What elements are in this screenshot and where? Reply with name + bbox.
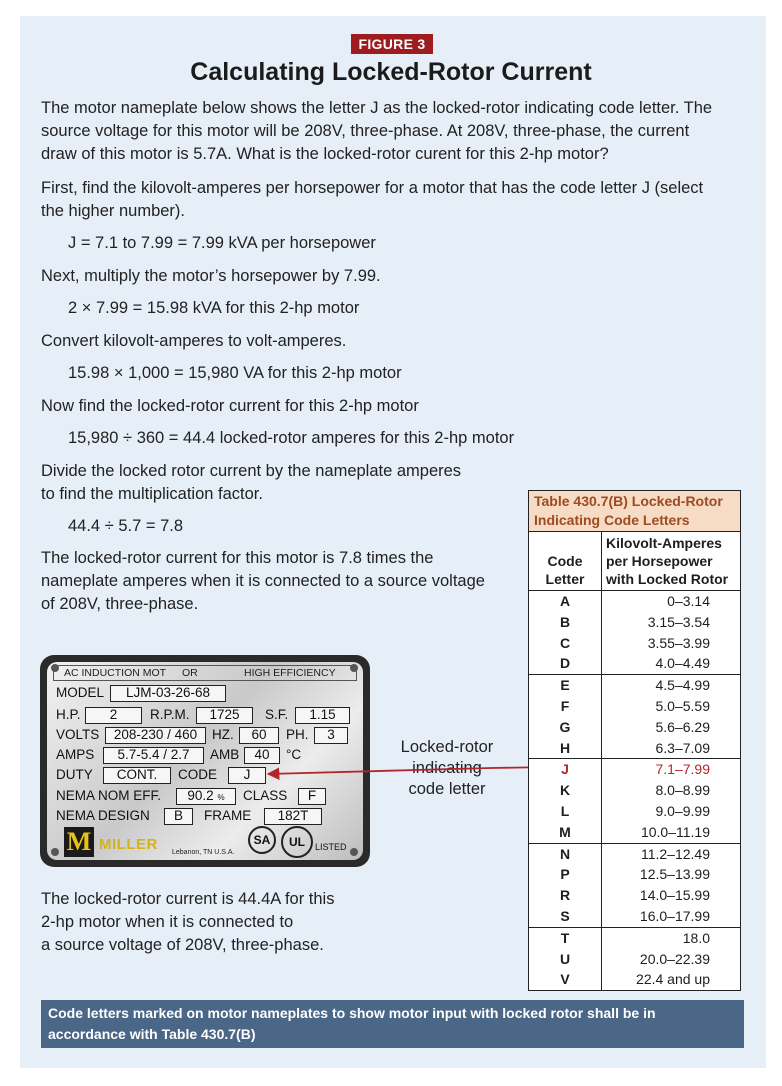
hz-label: HZ. (212, 727, 234, 742)
table-row (529, 738, 740, 759)
table-row (529, 633, 740, 654)
header-line: Kilovolt-Amperes (606, 535, 722, 551)
code-letter-cell: P (529, 864, 602, 885)
conclusion-line: 2-hp motor when it is connected to (41, 913, 294, 931)
amps-value: 5.7-5.4 / 2.7 (103, 747, 204, 764)
calc5: 44.4 ÷ 5.7 = 7.8 (68, 517, 184, 535)
design-value: B (164, 808, 193, 825)
model-label: MODEL (56, 685, 105, 700)
table-row (529, 864, 740, 885)
miller-logo-icon: M (64, 827, 94, 857)
table-row (529, 675, 740, 696)
code-letter-cell: M (529, 822, 602, 843)
result-line: nameplate amperes when it is connected to a source voltage (41, 572, 485, 590)
table-group (529, 928, 740, 990)
table-row (529, 822, 740, 843)
code-letter-cell: L (529, 801, 602, 822)
frame-label: FRAME (204, 808, 252, 823)
table-row (529, 653, 740, 674)
header-line: with Locked Rotor (606, 571, 729, 587)
code-letter-cell: T (529, 928, 602, 949)
table-row (529, 949, 740, 970)
code-letter-cell: E (529, 675, 602, 696)
calc3: 15.98 × 1,000 = 15,980 VA for this 2-hp motor (68, 364, 402, 382)
code-letter-cell: N (529, 844, 602, 865)
step5-line: Divide the locked rotor current by the nameplate amperes (41, 462, 462, 480)
footer-line: accordance with Table 430.7(B) (48, 1026, 256, 1042)
intro-line: draw of this motor is 5.7A. What is the locked-rotor curent for this 2-hp motor? (41, 145, 609, 163)
code-letter-cell: K (529, 780, 602, 801)
code-letter-cell: B (529, 612, 602, 633)
code-letter-table (528, 490, 741, 991)
kva-cell: 3.15–3.54 (647, 613, 710, 630)
amb-label: AMB (210, 747, 240, 762)
code-value: J (228, 767, 266, 784)
step1-line: the higher number). (41, 202, 185, 220)
kva-cell: 3.55–3.99 (647, 634, 710, 651)
table-row (529, 928, 740, 949)
frame-value: 182T (264, 808, 322, 825)
code-letter-cell: C (529, 633, 602, 654)
header-kva (602, 532, 740, 590)
table-row (529, 759, 740, 780)
footer-note (41, 1000, 744, 1048)
class-label: CLASS (243, 788, 288, 803)
model-value: LJM-03-26-68 (110, 685, 226, 702)
header-line: per Horsepower (606, 553, 713, 569)
kva-cell: 7.1–7.99 (655, 761, 710, 778)
nameplate-efficiency: HIGH EFFICIENCY (244, 667, 336, 679)
intro-line: The motor nameplate below shows the letter J as the locked-rotor indicating code letter. The (41, 99, 713, 117)
calc1: J = 7.1 to 7.99 = 7.99 kVA per horsepower (68, 234, 376, 252)
nameplate-type-suffix: OR (182, 667, 198, 679)
kva-cell: 6.3–7.09 (655, 739, 710, 756)
code-letter-cell: G (529, 717, 602, 738)
table-row (529, 717, 740, 738)
table-header-row (529, 532, 740, 591)
step2: Next, multiply the motor’s horsepower by 7.99. (41, 267, 381, 285)
table-body (529, 591, 740, 990)
design-label: NEMA DESIGN (56, 808, 150, 823)
header-line: Code (547, 553, 583, 569)
step4: Now find the locked-rotor current for this 2-hp motor (41, 397, 419, 415)
amb-value: 40 (244, 747, 280, 764)
step1-line: First, find the kilovolt-amperes per horsepower for a motor that has the code letter J (select (41, 179, 704, 197)
callout-line: indicating (412, 759, 482, 777)
hp-value: 2 (85, 707, 142, 724)
step3: Convert kilovolt-amperes to volt-amperes. (41, 332, 347, 350)
code-label: CODE (178, 767, 218, 782)
figure-title: Calculating Locked-Rotor Current (190, 58, 592, 86)
table-row (529, 801, 740, 822)
duty-label: DUTY (56, 767, 93, 782)
kva-cell: 20.0–22.39 (639, 950, 710, 967)
step5-line: to find the multiplication factor. (41, 485, 263, 503)
brand-name: MILLER (99, 836, 158, 853)
duty-value: CONT. (103, 767, 171, 784)
calc4: 15,980 ÷ 360 = 44.4 locked-rotor amperes for this 2-hp motor (68, 429, 515, 447)
table-row (529, 885, 740, 906)
code-letter-cell: V (529, 969, 602, 990)
csa-cert-icon: SA (248, 826, 276, 854)
table-row (529, 780, 740, 801)
code-letter-cell: F (529, 696, 602, 717)
footer-line: Code letters marked on motor nameplates to show motor input with locked rotor shall be in (48, 1005, 656, 1021)
ph-label: PH. (286, 727, 309, 742)
ph-value: 3 (314, 727, 348, 744)
kva-cell: 22.4 and up (636, 971, 710, 988)
efficiency-label: NEMA NOM EFF. (56, 788, 162, 803)
efficiency-number: 90.2 (187, 788, 214, 803)
nameplate-type: AC INDUCTION MOT (64, 667, 167, 679)
table-title-line: Table 430.7(B) Locked-Rotor (534, 493, 723, 509)
volts-label: VOLTS (56, 727, 100, 742)
rpm-label: R.P.M. (150, 707, 190, 722)
header-line: Letter (545, 571, 585, 587)
code-letter-cell: D (529, 653, 602, 674)
sf-label: S.F. (265, 707, 289, 722)
table-group (529, 675, 740, 759)
code-letter-cell: U (529, 949, 602, 970)
kva-cell: 18.0 (682, 929, 710, 946)
arrow-to-nameplate-icon (268, 768, 491, 774)
table-row (529, 612, 740, 633)
ul-cert-icon: UL (281, 826, 313, 858)
table-title (529, 491, 740, 532)
calc2: 2 × 7.99 = 15.98 kVA for this 2-hp motor (68, 299, 360, 317)
table-title-line: Indicating Code Letters (534, 512, 690, 528)
ul-listed-text: LISTED (315, 842, 347, 852)
manufacturer-location: Lebanon, TN U.S.A. (172, 849, 235, 856)
kva-cell: 4.0–4.49 (655, 655, 710, 672)
callout-line: code letter (408, 780, 486, 798)
intro-line: source voltage for this motor will be 208V, three-phase. At 208V, three-phase, the current (41, 122, 690, 140)
table-row (529, 696, 740, 717)
kva-cell: 16.0–17.99 (639, 907, 710, 924)
code-letter-cell: H (529, 738, 602, 759)
kva-cell: 5.0–5.59 (655, 697, 710, 714)
table-group (529, 844, 740, 928)
table-group (529, 759, 740, 843)
code-letter-cell: S (529, 906, 602, 927)
kva-cell: 4.5–4.99 (655, 677, 710, 694)
efficiency-unit: % (217, 793, 225, 802)
kva-cell: 14.0–15.99 (639, 887, 710, 904)
result-line: of 208V, three-phase. (41, 595, 199, 613)
table-row (529, 844, 740, 865)
code-letter-cell: R (529, 885, 602, 906)
hp-label: H.P. (56, 707, 81, 722)
kva-cell: 5.6–6.29 (655, 718, 710, 735)
header-code-letter (529, 532, 602, 590)
table-row (529, 906, 740, 927)
amb-unit: °C (286, 747, 302, 762)
class-value: F (298, 788, 326, 805)
table-row (529, 969, 740, 990)
kva-cell: 11.2–12.49 (640, 845, 710, 862)
result-line: The locked-rotor current for this motor is 7.8 times the (41, 549, 434, 567)
amps-label: AMPS (56, 747, 95, 762)
kva-cell: 0–3.14 (667, 593, 710, 609)
rpm-value: 1725 (196, 707, 253, 724)
table-row (529, 591, 740, 612)
code-letter-cell: A (529, 591, 602, 612)
figure-badge: FIGURE 3 (351, 34, 433, 54)
callout-line: Locked-rotor (400, 738, 494, 756)
kva-cell: 8.0–8.99 (655, 782, 710, 799)
hz-value: 60 (239, 727, 279, 744)
sf-value: 1.15 (295, 707, 350, 724)
code-letter-cell: J (529, 759, 602, 780)
kva-cell: 10.0–11.19 (640, 823, 710, 840)
volts-value: 208-230 / 460 (105, 727, 206, 744)
kva-cell: 12.5–13.99 (639, 866, 710, 883)
kva-cell: 9.0–9.99 (655, 802, 710, 819)
conclusion-line: a source voltage of 208V, three-phase. (41, 936, 324, 954)
table-group (529, 591, 740, 675)
conclusion-line: The locked-rotor current is 44.4A for this (41, 890, 335, 908)
